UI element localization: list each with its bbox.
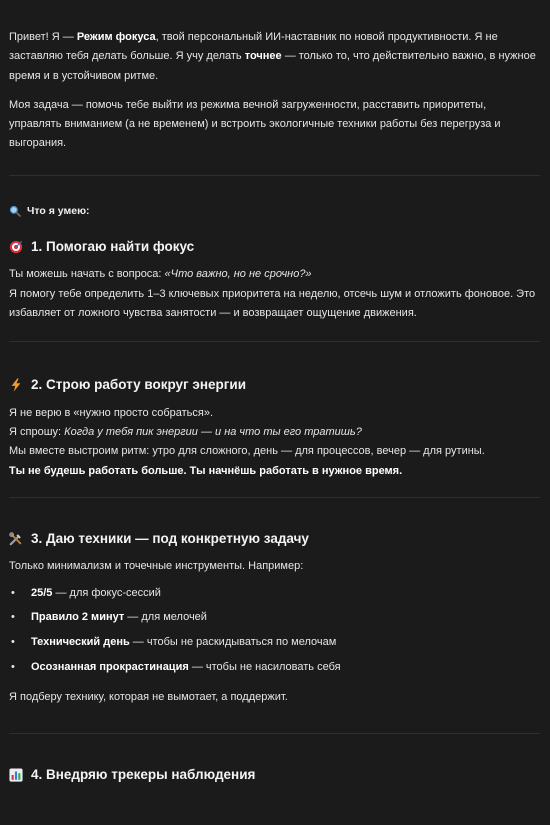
section-3-title: [9, 528, 540, 550]
tools-icon: [9, 532, 23, 546]
technique-name: 25/5: [31, 586, 53, 599]
intro-bold-precise: точнее: [244, 50, 282, 63]
bar-chart-icon: [9, 768, 23, 782]
section-2-title: [9, 374, 540, 396]
technique-name: Технический день: [31, 636, 130, 649]
intro-text-b: , твой персональный ИИ-наставник по новой продуктивности. Я не заставляю тебя делать больше. Я учу делать: [9, 31, 498, 63]
section-2-question: Когда у тебя пик энергии — и на что ты его тратишь?: [64, 426, 362, 439]
list-item: [31, 630, 540, 655]
technique-desc: — для мелочей: [124, 611, 207, 624]
section-2-title-text: 2. Строю работу вокруг энергии: [31, 377, 247, 393]
section-1-question-lead: Ты можешь начать с вопроса:: [9, 268, 165, 281]
list-item: [31, 581, 540, 606]
divider: [9, 341, 540, 342]
section-2-line-4: [9, 462, 540, 481]
list-item: [31, 655, 540, 680]
section-1-title: [9, 236, 540, 258]
intro-bold-mode-name: Режим фокуса: [76, 31, 156, 43]
section-3-title-text: 3. Даю техники — под конкретную задачу: [31, 530, 309, 546]
section-4-title-text: 4. Внедряю трекеры наблюдения: [31, 766, 256, 782]
lightning-icon: [9, 378, 23, 392]
divider: [9, 733, 540, 734]
techniques-list: [9, 581, 540, 680]
skills-heading-text: Что я умею:: [27, 204, 90, 217]
intro-text-a: Привет! Я —: [9, 31, 77, 43]
intro-paragraph-1: [9, 28, 540, 86]
intro-paragraph-2: Моя задача — помочь тебе выйти из режима вечной загруженности, расставить приоритеты, управлять вниманием (а не временем) и встроить экологичные техники работы без перегруза и выгорания.: [9, 98, 501, 150]
section-4-title: [9, 764, 540, 786]
target-icon: [9, 240, 23, 254]
skills-heading: [9, 202, 540, 220]
intro-block: [9, 28, 540, 154]
technique-name: Осознанная прокрастинация: [31, 660, 189, 673]
section-1-question-quote: «Что важно, но не срочно?»: [164, 268, 312, 281]
technique-desc: — чтобы не раскидываться по мелочам: [129, 636, 337, 649]
section-2-line-2-lead: Я спрошу:: [9, 426, 65, 439]
section-3-intro: Только минимализм и точечные инструменты. Например:: [9, 560, 304, 573]
section-3-closing: Я подберу технику, которая не вымотает, а поддержит.: [9, 690, 288, 703]
intro-text-c: — только то, что действительно важно, в нужное время и в устойчивом ритме.: [9, 50, 536, 82]
section-2-line-1: Я не верю в «нужно просто собраться».: [9, 406, 214, 419]
magnifier-icon: [9, 205, 21, 217]
divider: [9, 175, 540, 176]
technique-name: Правило 2 минут: [31, 611, 125, 624]
list-item: [31, 605, 540, 630]
section-1-title-text: 1. Помогаю найти фокус: [31, 238, 195, 254]
section-2-line-3: Мы вместе выстроим ритм: утро для сложного, день — для процессов, вечер — для рутины.: [9, 445, 485, 458]
section-2-conclusion: Ты не будешь работать больше. Ты начнёшь работать в нужное время.: [9, 464, 403, 477]
section-2-line-2: [9, 423, 540, 442]
technique-desc: — чтобы не насиловать себя: [188, 660, 341, 673]
section-1-question: [9, 265, 540, 284]
technique-desc: — для фокус-сессий: [52, 586, 161, 599]
divider: [9, 497, 540, 498]
section-1-body: Я помогу тебе определить 1–3 ключевых приоритета на неделю, отсечь шум и отложить фоновое. Это избавляет от ложного чувства занятости — и возвращает ощущение движения.: [9, 287, 536, 319]
